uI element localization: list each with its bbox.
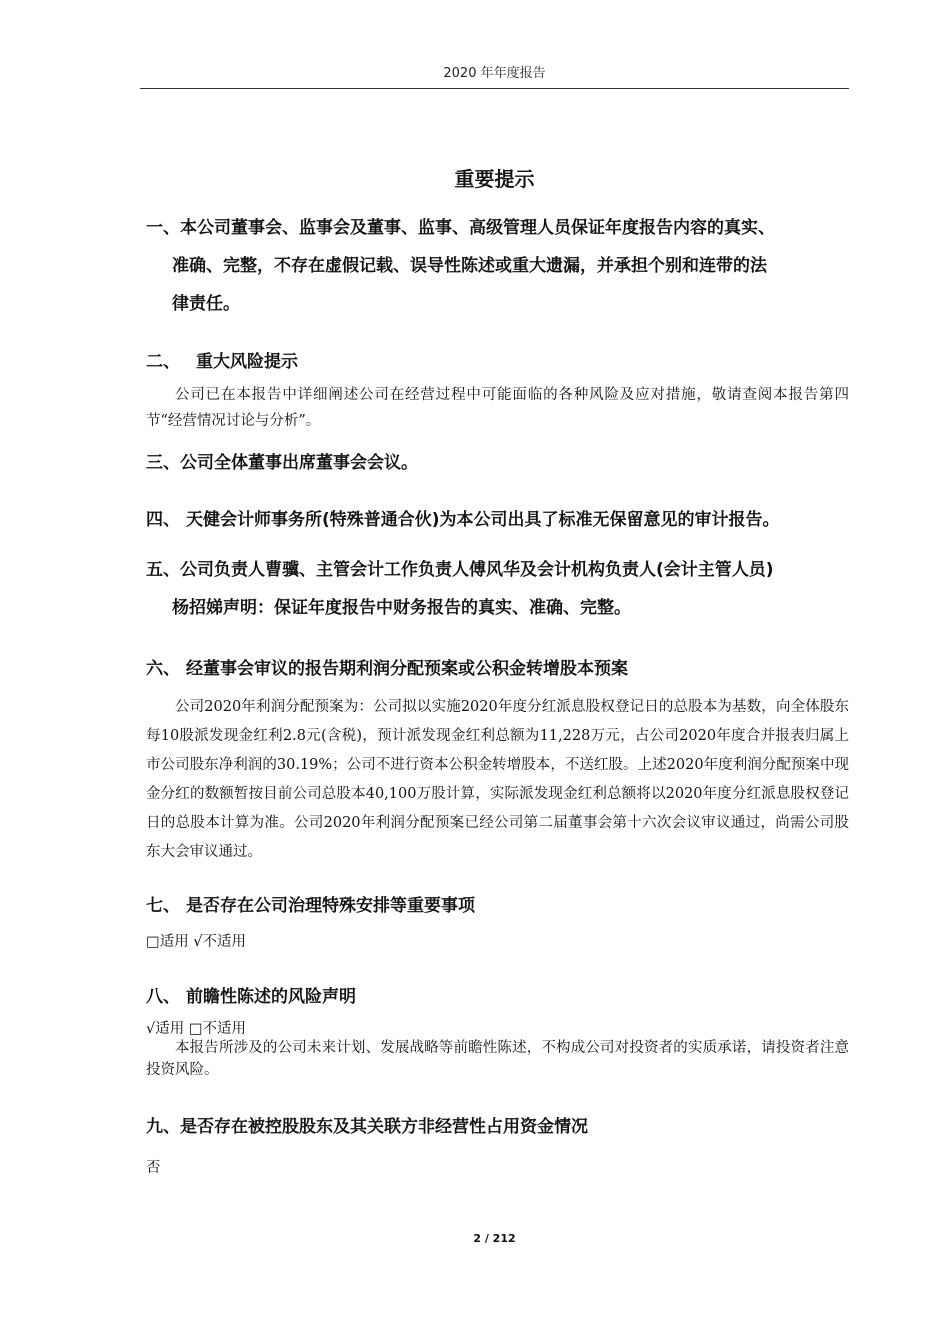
page-number: 2 / 212 (473, 1232, 516, 1245)
section-8-heading (146, 982, 356, 1007)
section-5-line-1: 公司负责人曹骥、主管会计工作负责人傅风华及会计机构负责人(会计主管人员) (180, 560, 774, 580)
section-8-body: 本报告所涉及的公司未来计划、发展战略等前瞻性陈述，不构成公司对投资者的实质承诺，请投资者注意投资风险。 (146, 1040, 849, 1078)
header-divider (140, 88, 849, 89)
section-7-number: 七、 (146, 896, 180, 916)
section-1-line-2: 准确、完整，不存在虚假记载、误导性陈述或重大遗漏，并承担个别和连带的法 (172, 256, 767, 276)
section-3-number: 三、 (146, 453, 180, 473)
section-5-line-2: 杨招娣声明：保证年度报告中财务报告的真实、准确、完整。 (172, 598, 631, 618)
section-7-heading (146, 891, 475, 916)
section-4-heading (146, 505, 780, 530)
section-9-title: 是否存在被控股股东及其关联方非经营性占用资金情况 (180, 1117, 588, 1137)
section-2-number: 二、 (146, 352, 180, 372)
section-3-heading (146, 448, 418, 473)
section-2-body: 公司已在本报告中详细阐述公司在经营过程中可能面临的各种风险及应对措施，敬请查阅本报告第四节“经营情况讨论与分析”。 (146, 387, 849, 429)
section-3-text: 公司全体董事出席董事会会议。 (180, 453, 418, 473)
section-1 (146, 209, 849, 323)
section-6-title: 经董事会审议的报告期利润分配预案或公积金转增股本预案 (186, 659, 628, 679)
section-8-title: 前瞻性陈述的风险声明 (186, 987, 356, 1007)
section-1-line-3: 律责任。 (172, 294, 240, 314)
section-5 (146, 551, 849, 627)
page-title: 重要提示 (454, 167, 535, 191)
section-5-number: 五、 (146, 560, 180, 580)
section-9-answer: 否 (146, 1160, 161, 1176)
section-6-body: 公司2020年利润分配预案为：公司拟以实施2020年度分红派息股权登记日的总股本为基数，向全体股东每10股派发现金红利2.8元(含税)，预计派发现金红利总额为11,228万元，占公司2020年度合并报表归属上市公司股东净利润的30.19%；公司不进行资本公积金转增股本，不送红股。上述2020年度利润分配预案中现金分红的数额暂按目前公司总股本40,100万股计算，实际派发现金红利总额将以2020年度分红派息股权登记日的总股本计算为准。公司2020年利润分配预案已经公司第二届董事会第十六次会议审议通过，尚需公司股东大会审议通过。 (146, 699, 849, 860)
section-4-number: 四、 (146, 510, 180, 530)
page-header: 2020 年年度报告 (443, 66, 546, 81)
section-4-text: 天健会计师事务所(特殊普通合伙)为本公司出具了标准无保留意见的审计报告。 (186, 510, 780, 530)
section-2-title: 重大风险提示 (196, 352, 298, 372)
section-7-options: □适用 √不适用 (146, 934, 247, 950)
section-8-number: 八、 (146, 987, 180, 1007)
section-7-title: 是否存在公司治理特殊安排等重要事项 (186, 896, 475, 916)
section-2-heading (146, 347, 298, 372)
section-6-heading (146, 654, 628, 679)
section-6-number: 六、 (146, 659, 180, 679)
section-9-number: 九、 (146, 1117, 180, 1137)
section-9-heading (146, 1112, 588, 1137)
section-1-line-1: 本公司董事会、监事会及董事、监事、高级管理人员保证年度报告内容的真实、 (180, 218, 775, 238)
section-8-options: √适用 □不适用 (146, 1021, 247, 1037)
section-1-number: 一、 (146, 218, 180, 238)
